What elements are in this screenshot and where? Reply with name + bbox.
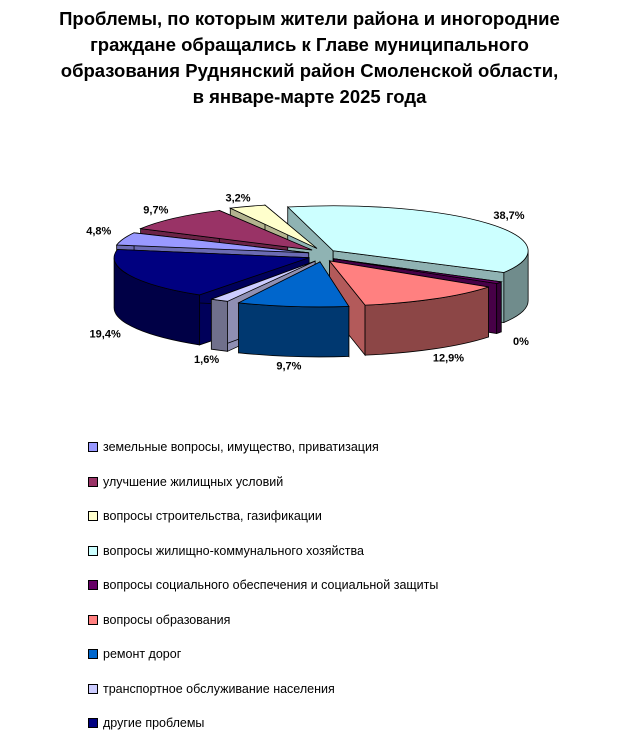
- data-label: 19,4%: [89, 328, 121, 341]
- legend-label: транспортное обслуживание населения: [103, 681, 335, 696]
- legend-item: [88, 637, 438, 672]
- legend-swatch: [88, 442, 98, 452]
- legend-label: земельные вопросы, имущество, приватизация: [103, 440, 379, 455]
- chart-legend: [88, 430, 438, 741]
- legend-item: [88, 430, 438, 465]
- legend-label: вопросы образования: [103, 612, 231, 627]
- legend-swatch: [88, 615, 98, 625]
- legend-label: другие проблемы: [103, 716, 205, 731]
- data-label: 4,8%: [86, 225, 112, 238]
- legend-swatch: [88, 477, 98, 487]
- data-label: 12,9%: [432, 352, 465, 365]
- legend-label: ремонт дорог: [103, 647, 182, 662]
- legend-item: [88, 534, 438, 569]
- data-label: 9,7%: [143, 204, 169, 217]
- legend-swatch: [88, 649, 98, 659]
- chart-title-line: граждане обращались к Главе муниципального: [90, 34, 529, 55]
- data-label: 1,6%: [194, 354, 220, 367]
- data-label: 38,7%: [493, 209, 525, 222]
- legend-swatch: [88, 511, 98, 521]
- pie-slice-side: [211, 299, 227, 351]
- data-label: 0%: [513, 336, 529, 349]
- legend-label: вопросы социального обеспечения и социальной защиты: [103, 578, 439, 593]
- data-label: 3,2%: [225, 192, 251, 205]
- pie-slice-side: [239, 303, 349, 357]
- chart-title-line: в январе-марте 2025 года: [192, 86, 427, 107]
- legend-swatch: [88, 718, 98, 728]
- data-label: 9,7%: [276, 360, 302, 373]
- legend-swatch: [88, 546, 98, 556]
- chart-title-line: образования Руднянский район Смоленской области,: [60, 60, 559, 81]
- legend-item: [88, 465, 438, 500]
- legend-label: вопросы строительства, газификации: [103, 509, 322, 524]
- legend-label: улучшение жилищных условий: [103, 474, 284, 489]
- legend-swatch: [88, 580, 98, 590]
- legend-item: [88, 672, 438, 707]
- legend-item: [88, 499, 438, 534]
- chart-title-line: Проблемы, по которым жители района и иногородние: [59, 8, 560, 29]
- legend-item: [88, 568, 438, 603]
- legend-item: [88, 706, 438, 741]
- legend-label: вопросы жилищно-коммунального хозяйства: [103, 543, 364, 558]
- legend-item: [88, 603, 438, 638]
- legend-swatch: [88, 684, 98, 694]
- pie-slice-side: [497, 282, 502, 334]
